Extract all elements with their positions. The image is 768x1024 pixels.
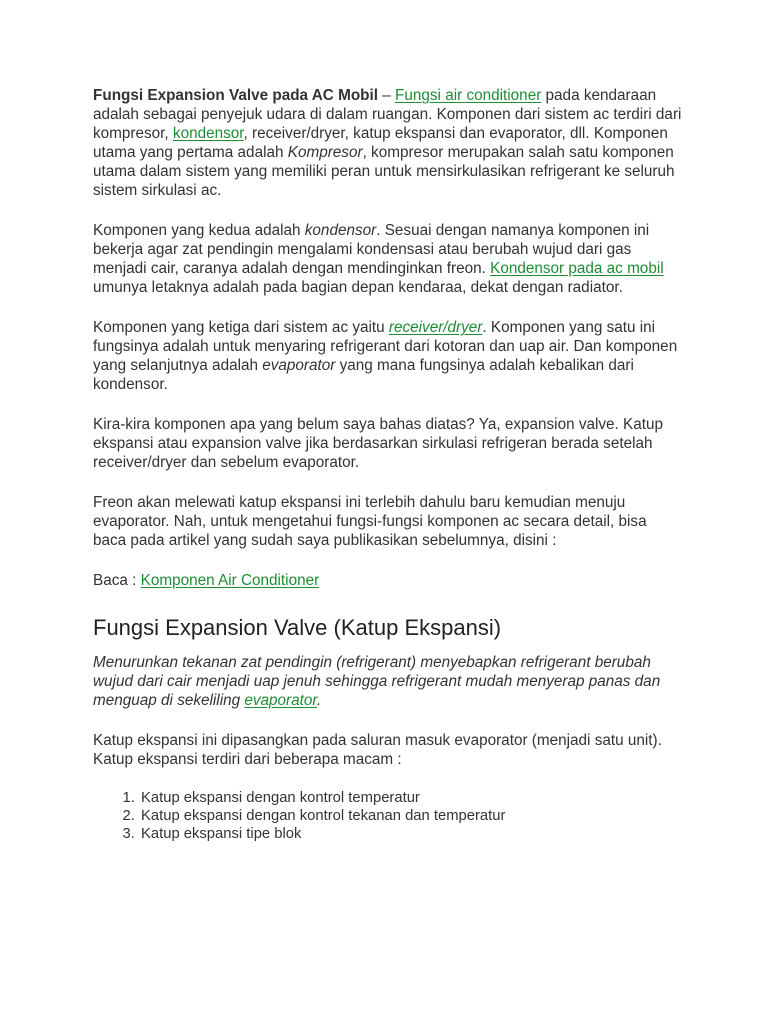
list-item: 1. Katup ekspansi dengan kontrol temperatur <box>139 789 683 807</box>
list-item: 2. Katup ekspansi dengan kontrol tekanan dan temperatur <box>139 807 683 825</box>
baca-label: Baca : <box>93 572 141 589</box>
evaporator-term: evaporator <box>262 357 336 374</box>
kondensor-text-2: . Sesuai dengan namanya komponen ini bekerja agar zat pendingin mengalami kondensasi atau berubah wujud dari gas menjadi cair, caranya adalah dengan mendinginkan freon. <box>93 222 650 277</box>
intro-text-1: pada kendaraan adalah sebagai penyejuk udara di dalam ruangan. Komponen dari sistem ac terdiri dari kompresor, <box>93 87 682 142</box>
kondensor-term: kondensor <box>304 222 377 239</box>
list-item: 3. Katup ekspansi tipe blok <box>139 825 683 843</box>
link-kondensor-pada-ac-mobil[interactable]: Kondensor pada ac mobil <box>490 260 664 277</box>
receiver-text-1: Komponen yang ketiga dari sistem ac yaitu <box>93 319 389 336</box>
lead-text-2: . <box>316 692 322 709</box>
expansion-valve-paragraph: Kira-kira komponen apa yang belum saya bahas diatas? Ya, expansion valve. Katup ekspansi atau expansion valve jika berdasarkan sirkulasi refrigeran berada setelah receiver/dryer dan sebelum evaporator. <box>93 416 664 471</box>
lead-paragraph <box>93 653 683 710</box>
intro-text-3: , kompresor merupakan salah satu komponen utama dalam sistem yang memiliki peran untuk mensirkulasikan refrigerant ke seluruh sistem sirkulasi ac. <box>93 144 675 199</box>
receiver-text-2: . Komponen yang satu ini fungsinya adalah untuk menyaring refrigerant dari kotoran dan uap air. Dan komponen yang selanjutnya adalah <box>93 319 678 374</box>
link-receiver-dryer[interactable]: receiver/dryer <box>388 319 483 336</box>
article-body <box>93 86 683 843</box>
link-kondensor[interactable]: kondensor <box>172 125 244 142</box>
freon-paragraph: Freon akan melewati katup ekspansi ini terlebih dahulu baru kemudian menuju evaporator. Nah, untuk mengetahui fungsi-fungsi komponen ac secara detail, bisa baca pada artikel yang sudah saya publikasikan sebelumnya, disini : <box>93 494 647 549</box>
section-heading: Fungsi Expansion Valve (Katup Ekspansi) <box>93 615 502 640</box>
intro-kompresor: Kompresor <box>287 144 363 161</box>
intro-paragraph <box>93 86 683 200</box>
link-fungsi-air-conditioner[interactable]: Fungsi air conditioner <box>395 87 542 104</box>
kondensor-text-1: Komponen yang kedua adalah <box>93 222 305 239</box>
receiver-text-3: yang mana fungsinya adalah kebalikan dari kondensor. <box>93 357 634 393</box>
katup-paragraph: Katup ekspansi ini dipasangkan pada saluran masuk evaporator (menjadi satu unit). Katup ekspansi terdiri dari beberapa macam : <box>93 732 662 768</box>
intro-text-2: , receiver/dryer, katup ekspansi dan evaporator, dll. Komponen utama yang pertama adalah <box>93 125 668 161</box>
link-evaporator[interactable]: evaporator <box>244 692 317 709</box>
kondensor-text-3: umunya letaknya adalah pada bagian depan kendaraa, dekat dengan radiator. <box>93 279 623 296</box>
kondensor-paragraph <box>93 221 683 297</box>
baca-paragraph <box>93 571 683 590</box>
katup-types-list <box>93 789 683 843</box>
intro-title: Fungsi Expansion Valve pada AC Mobil <box>93 87 379 104</box>
link-komponen-air-conditioner[interactable]: Komponen Air Conditioner <box>140 572 320 589</box>
intro-dash: – <box>378 87 396 104</box>
receiver-dryer-paragraph <box>93 318 683 394</box>
lead-text-1: Menurunkan tekanan zat pendingin (refrigerant) menyebapkan refrigerant berubah wujud dari cair menjadi uap jenuh sehingga refrigerant mudah menyerap panas dan menguap di sekeliling <box>93 654 661 709</box>
